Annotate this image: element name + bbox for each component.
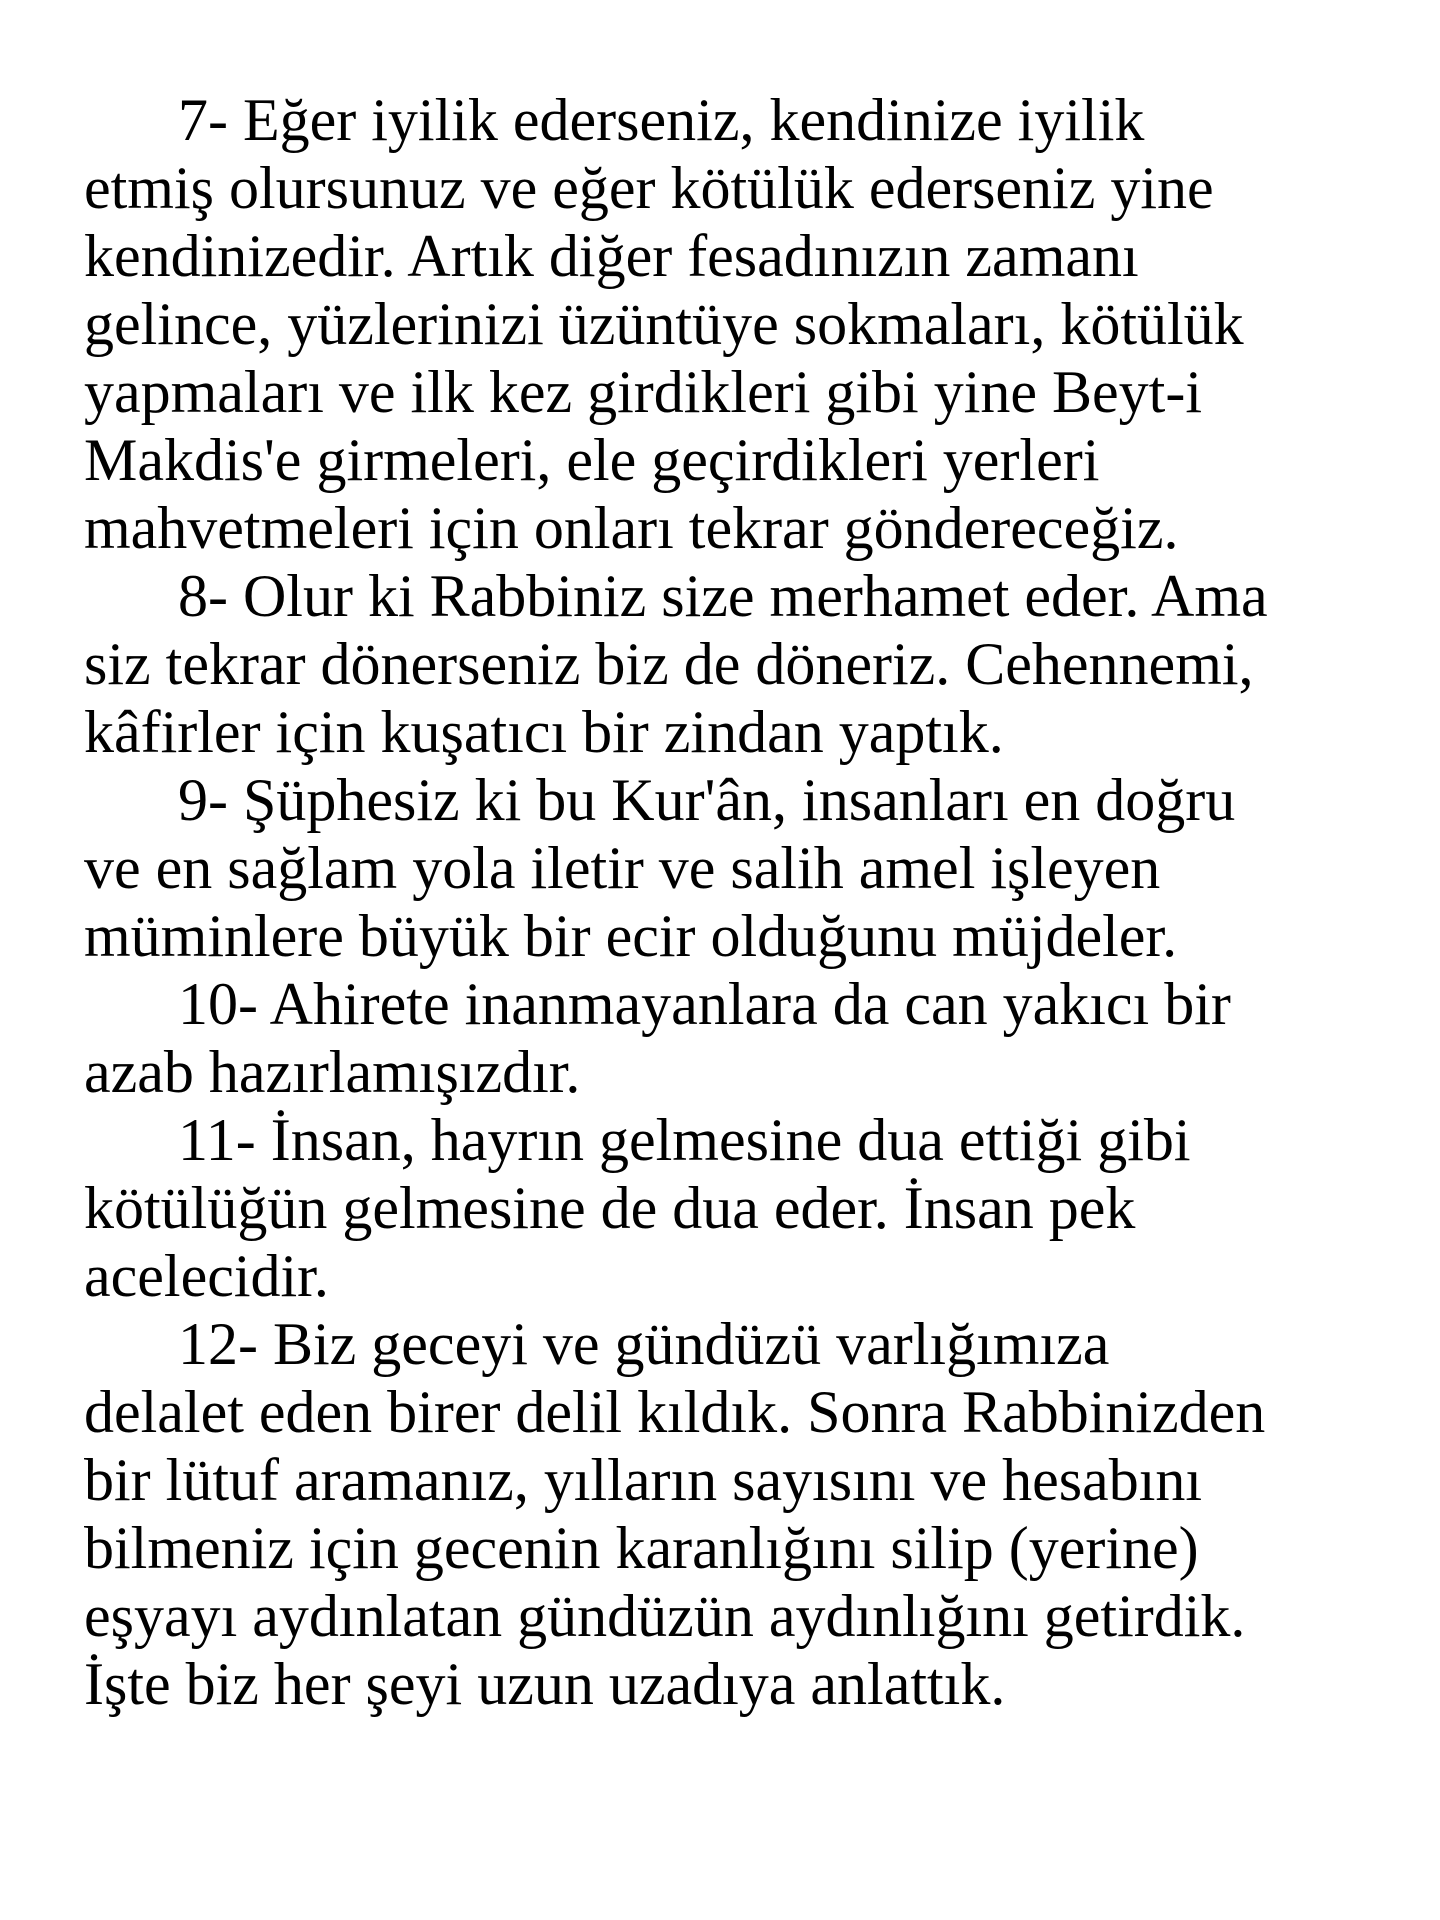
verse-line: bir lütuf aramanız, yılların sayısını ve hesabını bbox=[84, 1447, 1203, 1513]
verse-line: kötülüğün gelmesine de dua eder. İnsan pek bbox=[84, 1175, 1136, 1241]
verse-line: 10- Ahirete inanmayanlara da can yakıcı bir bbox=[178, 971, 1231, 1037]
verse-line: İşte biz her şeyi uzun uzadıya anlattık. bbox=[84, 1651, 1006, 1717]
verse-7 bbox=[84, 86, 1384, 562]
verse-line: azab hazırlamışızdır. bbox=[84, 1039, 581, 1105]
verse-line: yapmaları ve ilk kez girdikleri gibi yine Beyt-i bbox=[84, 359, 1202, 425]
verse-12 bbox=[84, 1310, 1384, 1718]
verse-line: siz tekrar dönerseniz biz de döneriz. Cehennemi, bbox=[84, 631, 1254, 697]
verse-line: 7- Eğer iyilik ederseniz, kendinize iyilik bbox=[178, 87, 1145, 153]
verse-line: 11- İnsan, hayrın gelmesine dua ettiği gibi bbox=[178, 1107, 1191, 1173]
verse-line: 9- Şüphesiz ki bu Kur'ân, insanları en doğru bbox=[178, 767, 1236, 833]
verse-line: müminlere büyük bir ecir olduğunu müjdeler. bbox=[84, 903, 1178, 969]
verse-line: 12- Biz geceyi ve gündüzü varlığımıza bbox=[178, 1311, 1110, 1377]
verse-line: delalet eden birer delil kıldık. Sonra Rabbinizden bbox=[84, 1379, 1266, 1445]
verse-11 bbox=[84, 1106, 1384, 1310]
verse-10 bbox=[84, 970, 1384, 1106]
verse-8 bbox=[84, 562, 1384, 766]
verse-line: gelince, yüzlerinizi üzüntüye sokmaları, kötülük bbox=[84, 291, 1244, 357]
verse-line: acelecidir. bbox=[84, 1243, 329, 1309]
verse-line: ve en sağlam yola iletir ve salih amel işleyen bbox=[84, 835, 1161, 901]
verse-line: kendinizedir. Artık diğer fesadınızın zamanı bbox=[84, 223, 1139, 289]
verse-line: Makdis'e girmeleri, ele geçirdikleri yerleri bbox=[84, 427, 1100, 493]
verse-line: bilmeniz için gecenin karanlığını silip (yerine) bbox=[84, 1515, 1199, 1581]
verse-line: mahvetmeleri için onları tekrar göndereceğiz. bbox=[84, 495, 1179, 561]
verse-line: eşyayı aydınlatan gündüzün aydınlığını getirdik. bbox=[84, 1583, 1246, 1649]
verse-line: 8- Olur ki Rabbiniz size merhamet eder. Ama bbox=[178, 563, 1268, 629]
verse-line: etmiş olursunuz ve eğer kötülük ederseniz yine bbox=[84, 155, 1214, 221]
verse-line: kâfirler için kuşatıcı bir zindan yaptık. bbox=[84, 699, 1004, 765]
verse-9 bbox=[84, 766, 1384, 970]
document-body bbox=[84, 86, 1384, 1718]
